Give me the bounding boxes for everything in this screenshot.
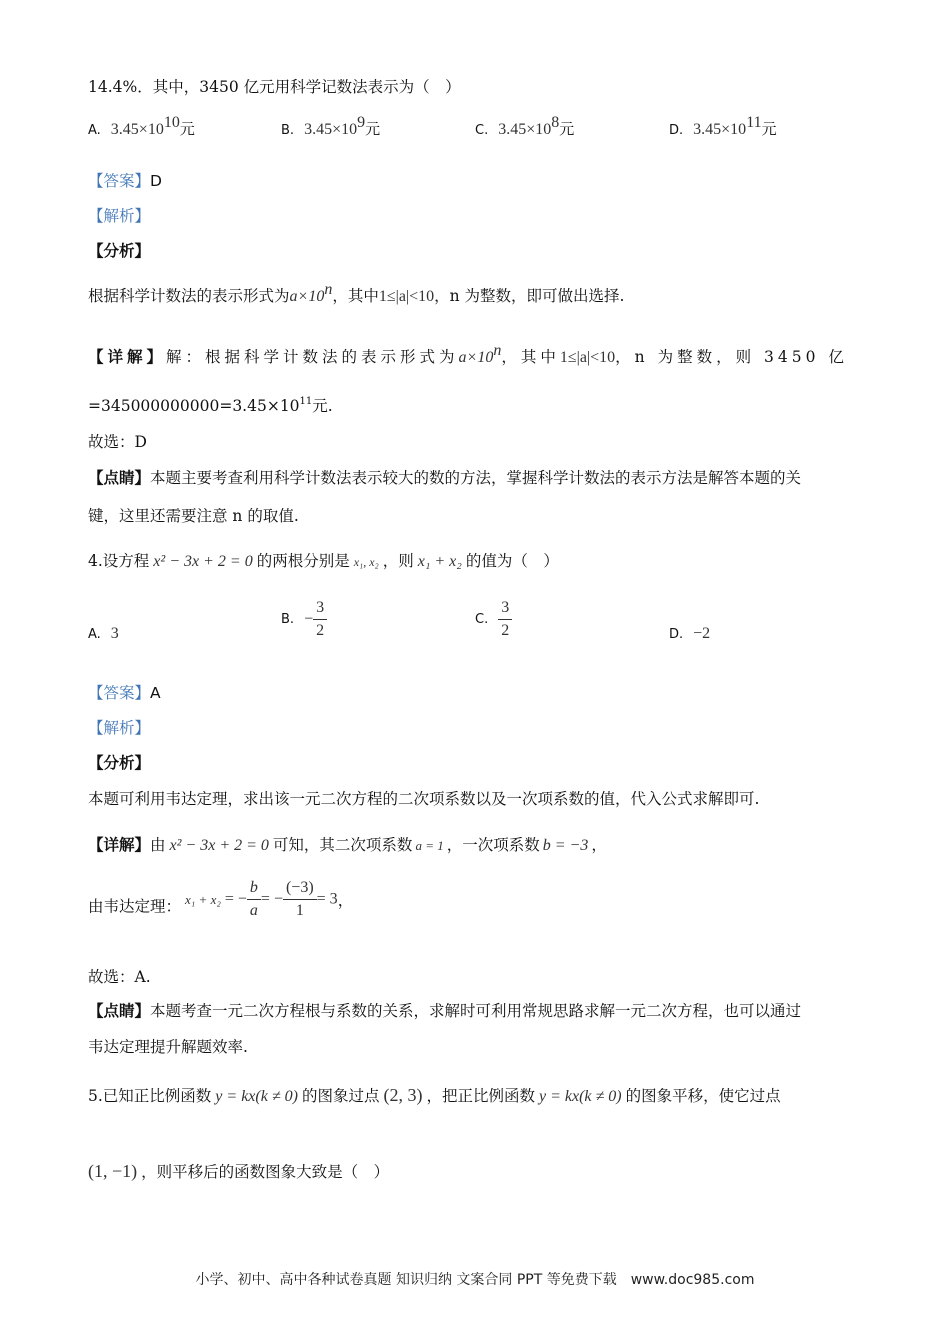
q3-stem-tail: [88, 76, 461, 98]
q3-option-c: C. $3.45\times 10^8$元: [475, 114, 575, 138]
vieta-fraction-value: $\frac{(-3)}{1}$: [283, 877, 317, 922]
q4-dianjing: 【点睛】本题考查一元二次方程根与系数的关系，求解时可利用常规思路求解一元二次方程，也可以通过: [88, 1001, 802, 1020]
vieta-fraction-b-over-a: $\frac{b}{a}$: [247, 877, 261, 922]
q3-option-d: D. $3.45\times 10^{11}$元: [669, 114, 777, 138]
q3-jiexi-tag: 【解析】: [88, 207, 151, 225]
q5-stem-line2: (1, −1) ，则平移后的函数图象大致是（ ）: [88, 1161, 390, 1181]
q3-fenxi: 根据科学计数法的表示形式为$a\times 10^n$，其中1≤|a|<10，n 为整数，即可做出选择.: [88, 281, 625, 305]
q3-dianjing: 【点睛】本题主要考查利用科学计数法表示较大的数的方法，掌握科学计数法的表示方法是解答本题的关: [88, 468, 802, 487]
q4-dianjing-line2: 韦达定理提升解题效率.: [88, 1038, 248, 1056]
q3-option-b: B. $3.45\times 10^9$元: [281, 114, 381, 138]
q3-dianjing-line2: 键，这里还需要注意 n 的取值.: [88, 507, 299, 525]
q4-jiexi-tag: 【解析】: [88, 719, 151, 737]
q4-detail: 【详解】由 x² − 3x + 2 = 0 可知，其二次项系数 a = 1 ，一次项系数 b = −3 ，: [88, 835, 607, 854]
q4-fenxi: 本题可利用韦达定理，求出该一元二次方程的二次项系数以及一次项系数的值，代入公式求解即可.: [88, 790, 760, 808]
q5-stem: 5.已知正比例函数 y = kx(k ≠ 0) 的图象过点 (2, 3) ，把正比例函数 y = kx(k ≠ 0) 的图象平移，使它过点: [88, 1085, 781, 1105]
q4-option-b-fraction: $\frac{3}{2}$: [313, 597, 327, 642]
q3-choose: 故选：D: [88, 433, 147, 451]
q3-fenxi-tag: 【分析】: [88, 241, 151, 260]
q4-option-c: C. $\frac{3}{2}$: [475, 597, 512, 642]
q4-option-a: A. 3: [88, 625, 119, 642]
q3-detail: 【详解】解：根据科学计数法的表示形式为$a\times 10^n$，其中1≤|a|<10，n 为整数，则 3450 亿: [88, 342, 848, 366]
q3-answer: 【答案】D: [88, 172, 162, 190]
q4-option-d: D. −2: [669, 625, 711, 642]
q4-fenxi-tag: 【分析】: [88, 753, 151, 772]
footer-text: 小学、初中、高中各种试卷真题 知识归纳 文案合同 PPT 等免费下载 www.doc985.com: [195, 1272, 755, 1288]
q3-option-a: A. $3.45\times 10^{10}$元: [88, 114, 195, 138]
q4-option-b: B. − $\frac{3}{2}$: [281, 597, 327, 642]
q3-stem-text: 14.4%．其中，3450 亿元用科学记数法表示为（ ）: [88, 78, 461, 96]
q4-answer: 【答案】A: [88, 684, 161, 702]
q4-choose: 故选：A.: [88, 968, 151, 986]
q4-option-c-fraction: $\frac{3}{2}$: [498, 597, 512, 642]
q4-vieta: 由韦达定理： x₁ + x₂ = − $\frac{b}{a}$ = − $\frac{(-3)}{1}$ = 3，: [88, 877, 353, 922]
q3-detail-line2: $=345000000000=3.45\times 10^{11}$元.: [88, 396, 333, 415]
q4-stem: 4.设方程 x² − 3x + 2 = 0 的两根分别是 x₁, x₂ ，则 x₁ + x₂ 的值为（ ）: [88, 552, 559, 570]
